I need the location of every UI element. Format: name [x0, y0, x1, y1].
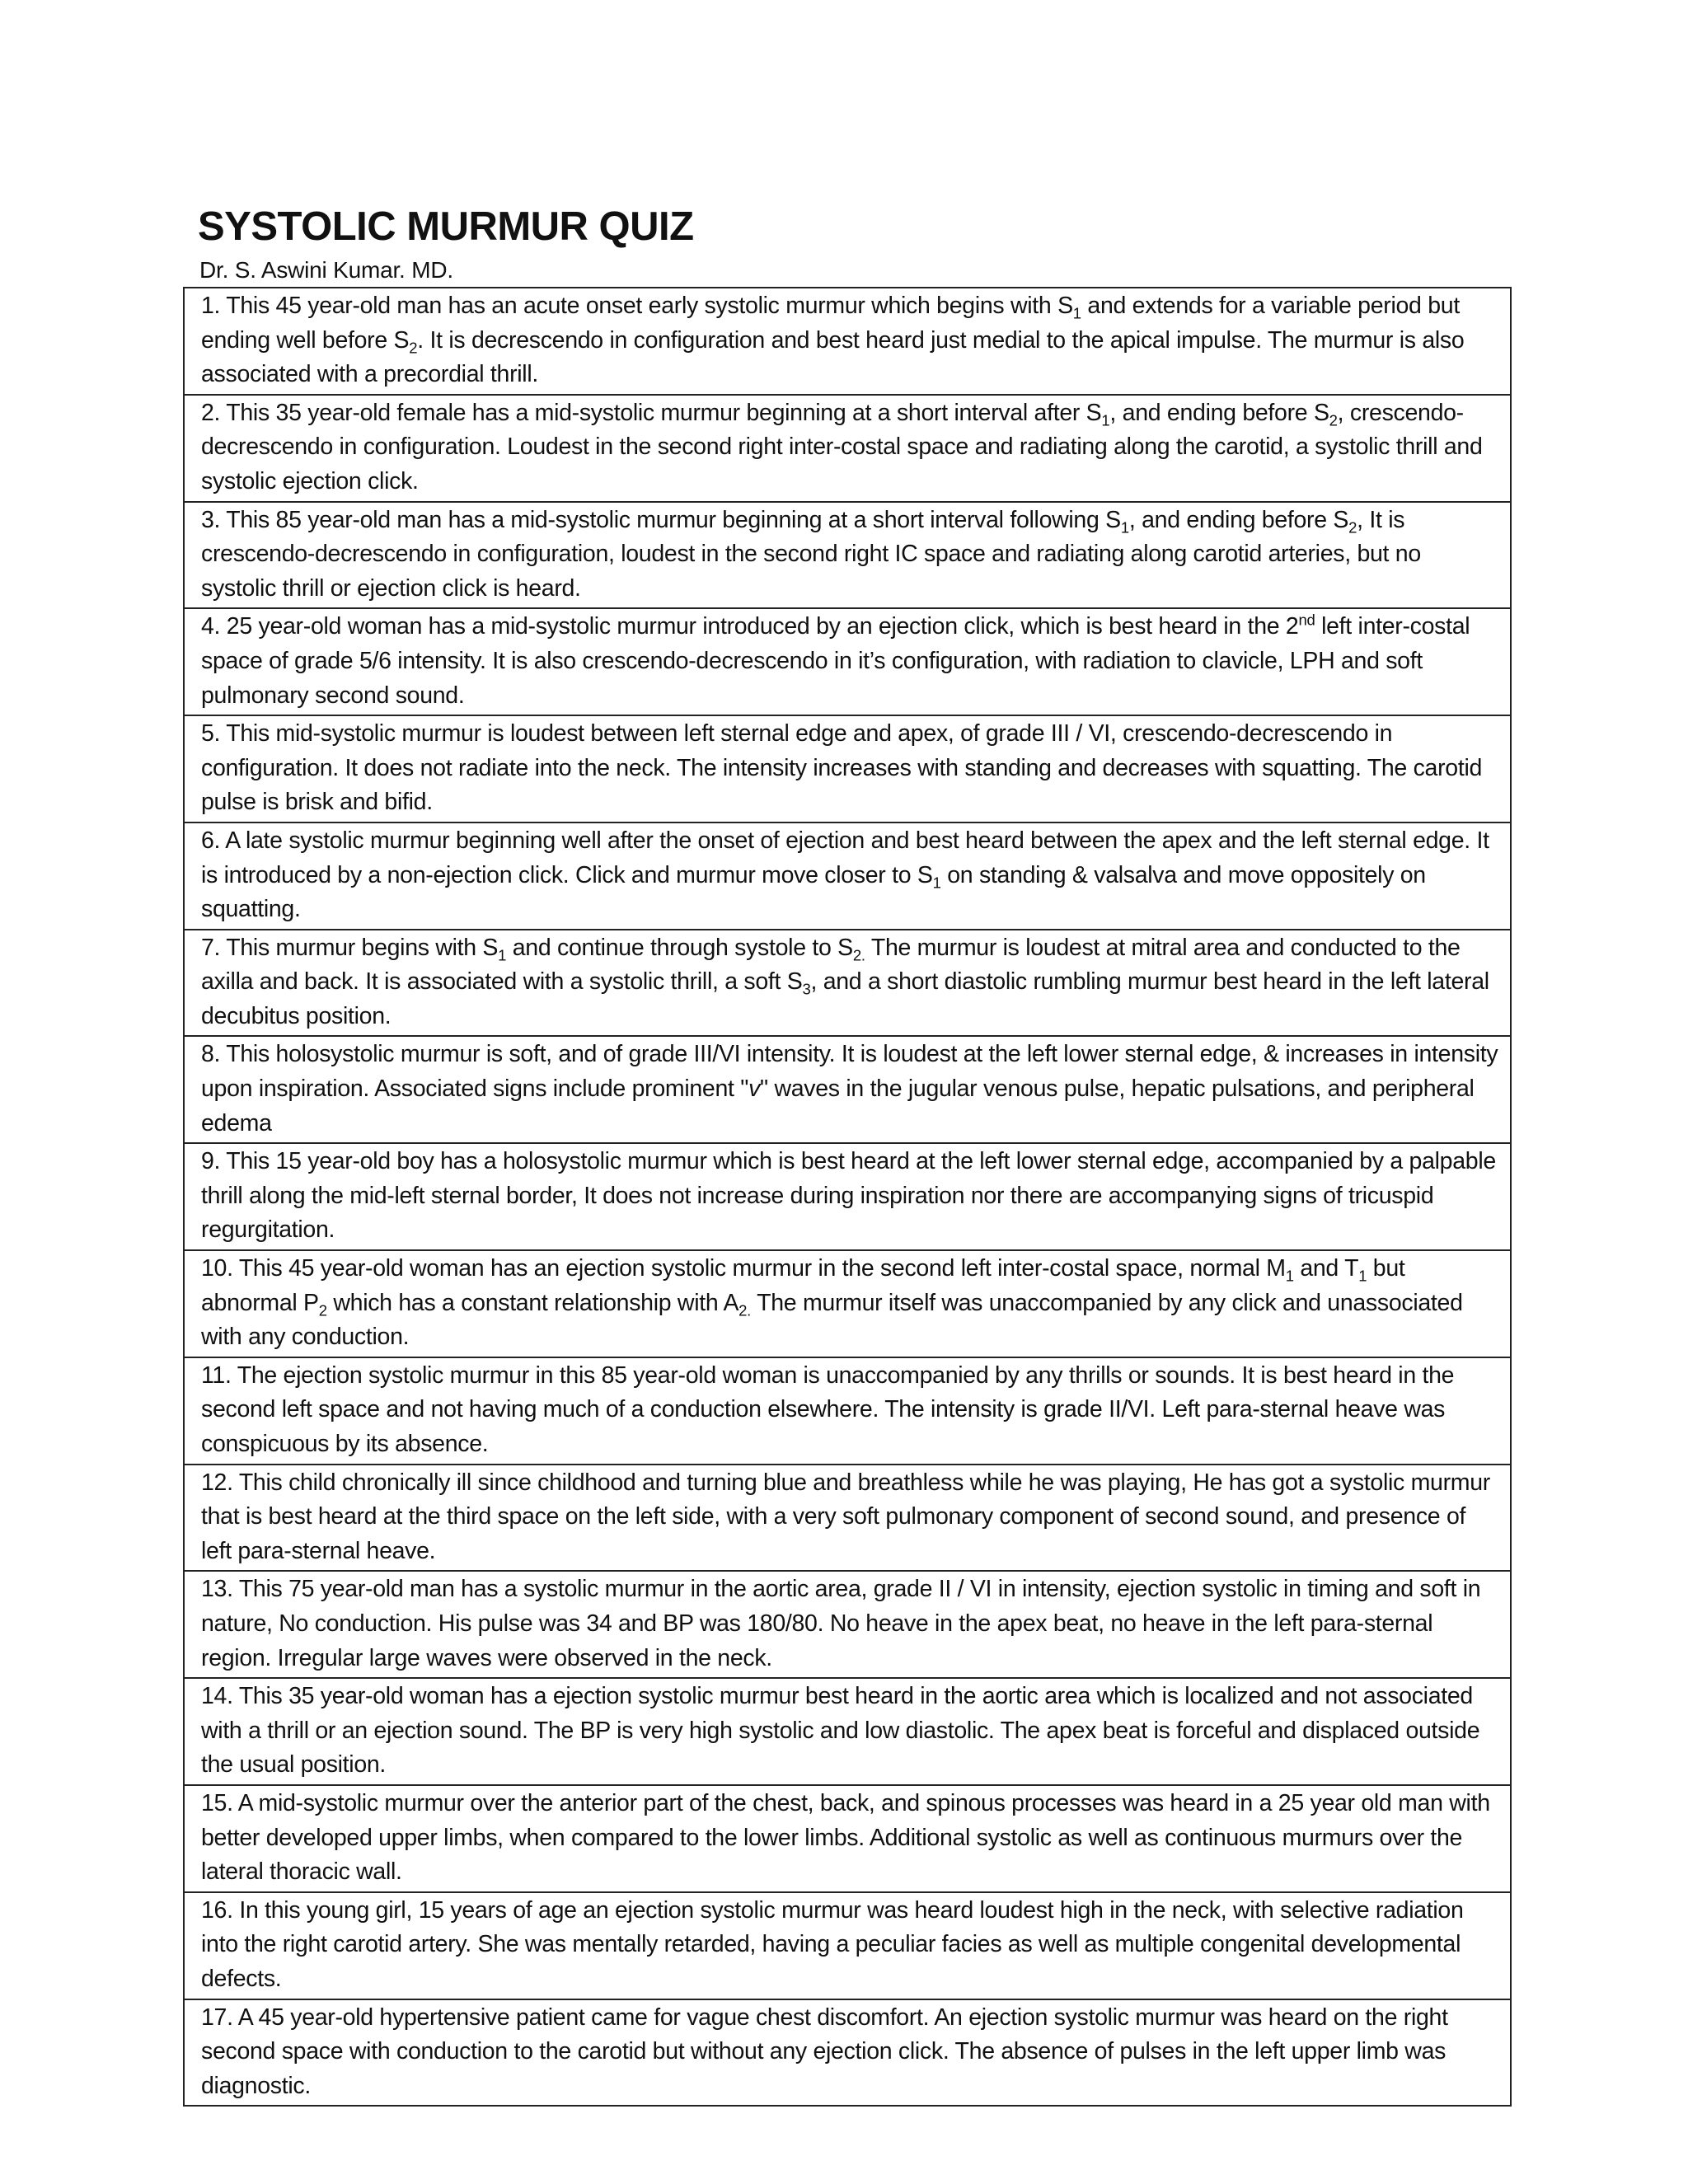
question-text-run: 8. This holosystolic murmur is soft, and of grade III/VI intensity. It is loudest at the left lower sternal edge, & increases in intensity upon inspiration. Associated signs include prominent "	[201, 1041, 1498, 1103]
question-text-run: 15. A mid-systolic murmur over the anterior part of the chest, back, and spinous processes was heard in a 25 year old man with better developed upper limbs, when compared to the lower limbs. Additional systolic as well as continuous murmurs over the lateral thoracic wall.	[201, 1789, 1490, 1886]
quiz-row	[184, 502, 1511, 609]
question-text-run: on standing & valsalva and move oppositely on squatting.	[201, 861, 1426, 923]
question-text-run: , and ending before S	[1128, 506, 1349, 533]
question-text-run: 7. This murmur begins with S	[201, 934, 499, 961]
quiz-row	[184, 1465, 1511, 1572]
question-text-run: 12. This child chronically ill since childhood and turning blue and breathless while he was playing, He has got a systolic murmur that is best heard at the third space on the left side, with a very soft pulmonary component of second sound, and presence of left para-sternal heave.	[201, 1469, 1490, 1564]
question-text-supscript: nd	[1298, 611, 1315, 629]
quiz-row	[184, 1036, 1511, 1143]
question-text-run: , crescendo-decrescendo in configuration. Loudest in the second right inter-costal space and radiating along the carotid, a systolic thrill and systolic ejection click.	[201, 399, 1483, 494]
question-text-subscript: 1	[1120, 518, 1129, 537]
quiz-row	[184, 823, 1511, 930]
quiz-row	[184, 608, 1511, 715]
quiz-row	[184, 930, 1511, 1037]
question-text-run: 16. In this young girl, 15 years of age an ejection systolic murmur was heard loudest high in the neck, with selective radiation into the right carotid artery. She was mentally retarded, having a peculiar facies as well as multiple congenital developmental defects.	[201, 1896, 1464, 1992]
question-text-subscript: 2.	[852, 946, 865, 964]
question-text	[184, 1785, 1511, 1892]
question-text-run: 9. This 15 year-old boy has a holosystolic murmur which is best heard at the left lower sternal edge, accompanied by a palpable thrill along the mid-left sternal border, It does not increase during inspiration nor there are accompanying signs of tricuspid regurgitation.	[201, 1148, 1496, 1244]
question-text-subscript: 1	[932, 874, 941, 892]
question-text	[184, 502, 1511, 609]
quiz-row	[184, 288, 1511, 395]
question-text-subscript: 3	[802, 980, 811, 998]
quiz-row	[184, 1892, 1511, 1999]
question-text	[184, 1892, 1511, 1999]
document-title: SYSTOLIC MURMUR QUIZ	[198, 204, 694, 249]
question-text-subscript: 2.	[738, 1301, 752, 1319]
question-text-run: , and a short diastolic rumbling murmur best heard in the left lateral decubitus position.	[201, 968, 1489, 1029]
question-text-run: , and ending before S	[1109, 399, 1329, 426]
question-text-run: " waves in the jugular venous pulse, hepatic pulsations, and peripheral edema	[201, 1076, 1475, 1137]
question-text-subscript: 1	[1358, 1267, 1367, 1285]
question-text	[184, 288, 1511, 395]
question-text	[184, 395, 1511, 502]
question-text-run: . It is decrescendo in configuration and best heard just medial to the apical impulse. The murmur is also associated with a precordial thrill.	[201, 326, 1465, 388]
question-text-run: 6. A late systolic murmur beginning well after the onset of ejection and best heard between the apex and the left sternal edge. It is introduced by a non-ejection click. Click and murmur move closer to S	[201, 827, 1489, 888]
question-text	[184, 1571, 1511, 1678]
question-text-run: The murmur is loudest at mitral area and conducted to the axilla and back. It is associated with a systolic thrill, a soft S	[201, 934, 1461, 996]
question-text-subscript: 1	[498, 946, 507, 964]
quiz-row	[184, 1785, 1511, 1892]
question-text	[184, 1678, 1511, 1785]
question-text-run: 17. A 45 year-old hypertensive patient came for vague chest discomfort. An ejection systolic murmur was heard on the right second space with conduction to the carotid but without any ejection click. The absence of pulses in the left upper limb was diagnostic.	[201, 2004, 1448, 2099]
question-text-subscript: 1	[1072, 304, 1081, 322]
question-text	[184, 1465, 1511, 1572]
question-text-subscript: 1	[1101, 411, 1110, 429]
question-text	[184, 608, 1511, 715]
question-text-italic: v	[748, 1076, 761, 1103]
quiz-table	[183, 287, 1512, 2107]
quiz-row	[184, 1999, 1511, 2107]
question-text-run: 14. This 35 year-old woman has a ejection systolic murmur best heard in the aortic area which is localized and not associated with a thrill or an ejection sound. The BP is very high systolic and low diastolic. The apex beat is forceful and displaced outside the usual position.	[201, 1683, 1480, 1779]
question-text	[184, 823, 1511, 930]
question-text	[184, 1250, 1511, 1357]
quiz-row	[184, 1357, 1511, 1465]
question-text-run: 1. This 45 year-old man has an acute onset early systolic murmur which begins with S	[201, 293, 1073, 319]
question-text-run: 4. 25 year-old woman has a mid-systolic murmur introduced by an ejection click, which is best heard in the 2	[201, 613, 1299, 640]
question-text-run: and extends for a variable period but ending well before S	[201, 293, 1460, 354]
quiz-row	[184, 1143, 1511, 1250]
question-text-run: which has a constant relationship with A	[326, 1289, 739, 1316]
quiz-row	[184, 395, 1511, 502]
question-text-run: 2. This 35 year-old female has a mid-systolic murmur beginning at a short interval after S	[201, 399, 1102, 426]
question-text-run: but abnormal P	[201, 1255, 1405, 1316]
question-text	[184, 1143, 1511, 1250]
question-text	[184, 715, 1511, 823]
quiz-row	[184, 715, 1511, 823]
question-text	[184, 1036, 1511, 1143]
question-text-subscript: 2	[409, 339, 418, 357]
quiz-table-body	[184, 288, 1511, 2106]
question-text	[184, 1357, 1511, 1465]
question-text-run: left inter-costal space of grade 5/6 intensity. It is also crescendo-decrescendo in it’s configuration, with radiation to clavicle, LPH and soft pulmonary second sound.	[201, 613, 1470, 709]
question-text-run: , It is crescendo-decrescendo in configuration, loudest in the second right IC space and radiating along carotid arteries, but no systolic thrill or ejection click is heard.	[201, 506, 1421, 602]
quiz-row	[184, 1678, 1511, 1785]
question-text-subscript: 1	[1285, 1267, 1294, 1285]
question-text-subscript: 2	[1329, 411, 1338, 429]
question-text-run: 10. This 45 year-old woman has an ejection systolic murmur in the second left inter-costal space, normal M	[201, 1255, 1286, 1282]
question-text-subscript: 2	[1348, 518, 1357, 537]
document-author: Dr. S. Aswini Kumar. MD.	[199, 257, 453, 283]
question-text-run: and T	[1293, 1255, 1359, 1282]
question-text-run: and continue through systole to S	[506, 934, 853, 961]
question-text-run: 5. This mid-systolic murmur is loudest between left sternal edge and apex, of grade III / VI, crescendo-decrescendo in configuration. It does not radiate into the neck. The intensity increases with standing and decreases with squatting. The carotid pulse is brisk and bifid.	[201, 720, 1483, 816]
question-text-run: 11. The ejection systolic murmur in this 85 year-old woman is unaccompanied by any thrills or sounds. It is best heard in the second left space and not having much of a conduction elsewhere. The intensity is grade II/VI. Left para-sternal heave was conspicuous by its absence.	[201, 1361, 1455, 1457]
question-text-run: The murmur itself was unaccompanied by any click and unassociated with any conduction.	[201, 1289, 1463, 1351]
question-text-run: 3. This 85 year-old man has a mid-systolic murmur beginning at a short interval following S	[201, 506, 1121, 533]
question-text-run: 13. This 75 year-old man has a systolic murmur in the aortic area, grade II / VI in intensity, ejection systolic in timing and soft in nature, No conduction. His pulse was 34 and BP was 180/80. No heave in the apex beat, no heave in the left para-sternal region. Irregular large waves were observed in the neck.	[201, 1576, 1481, 1671]
question-text-subscript: 2	[318, 1301, 327, 1319]
quiz-row	[184, 1250, 1511, 1357]
question-text	[184, 930, 1511, 1037]
quiz-row	[184, 1571, 1511, 1678]
question-text	[184, 1999, 1511, 2107]
